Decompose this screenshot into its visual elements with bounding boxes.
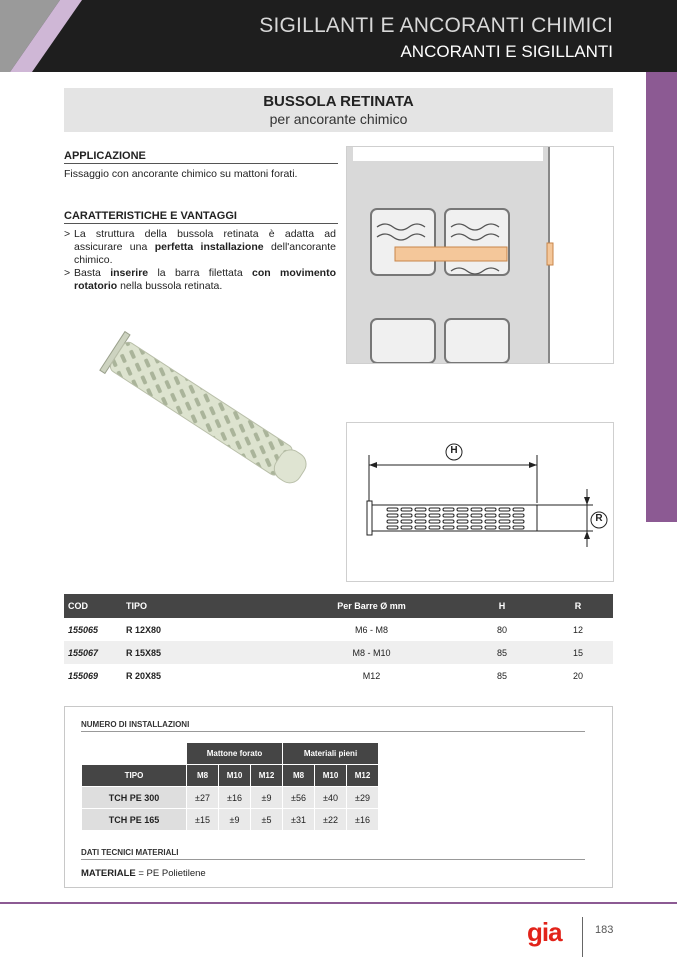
cell-value: ±29: [347, 787, 379, 809]
brick-section-drawing: [347, 147, 613, 363]
cell-h: 85: [496, 670, 507, 681]
col-header-tipo: TIPO: [122, 594, 282, 618]
product-title-box: [64, 88, 613, 132]
table-row: [82, 787, 379, 809]
page-header: [0, 0, 677, 72]
empty-cell: [82, 743, 187, 765]
installations-heading: NUMERO DI INSTALLAZIONI: [81, 720, 585, 732]
feature-text-part: Basta: [74, 267, 111, 279]
dimension-h-label: H: [450, 445, 458, 456]
cell-cod: 155069: [68, 670, 99, 681]
group-mattone-forato: Mattone forato: [187, 743, 283, 765]
col-header-m8: M8: [187, 765, 219, 787]
col-header-m10: M10: [315, 765, 347, 787]
cell-tipo: R 20X85: [126, 670, 162, 681]
product-subtitle: per ancorante chimico: [269, 111, 408, 127]
feature-text: [74, 267, 336, 293]
dimension-drawing: [346, 422, 614, 582]
feature-item: [64, 267, 336, 293]
feature-text: [74, 228, 336, 267]
material-value: = PE Polietilene: [135, 868, 206, 879]
cell-r: 12: [572, 624, 583, 635]
feature-text-part: La struttura della bussola retinata è adatta ad assicurare una: [74, 228, 336, 253]
installations-box: [64, 706, 613, 888]
feature-text-bold: inserire: [110, 267, 149, 279]
caratteristiche-heading: CARATTERISTICHE E VANTAGGI: [64, 210, 338, 224]
cell-value: ±5: [251, 809, 283, 831]
cell-value: ±9: [251, 787, 283, 809]
cell-value: ±40: [315, 787, 347, 809]
cell-value: ±31: [283, 809, 315, 831]
cell-h: 80: [496, 624, 507, 635]
cell-barre: M12: [362, 670, 381, 681]
cell-tipo: R 12X80: [126, 624, 162, 635]
cell-value: ±9: [219, 809, 251, 831]
table-row: [64, 664, 613, 687]
dati-tecnici-heading: DATI TECNICI MATERIALI: [81, 848, 585, 860]
cell-h: 85: [461, 641, 543, 664]
applicazione-heading: APPLICAZIONE: [64, 150, 338, 164]
cell-value: ±16: [219, 787, 251, 809]
feature-text-bold: perfetta installazione: [154, 241, 264, 253]
feature-text-part: dell'ancorante chimico.: [74, 241, 336, 266]
table-row: [64, 641, 613, 664]
col-header-m10: M10: [219, 765, 251, 787]
cell-cod: 155065: [68, 624, 99, 635]
feature-text-part: la barra filettata: [148, 267, 252, 279]
col-header-cod: COD: [64, 594, 122, 618]
feature-text-bold: con movimento rotatorio: [74, 267, 336, 292]
footer-separator: [582, 917, 583, 957]
cell-value: ±22: [315, 809, 347, 831]
cell-value: ±56: [283, 787, 315, 809]
cell-value: ±15: [187, 809, 219, 831]
col-header-h: H: [461, 594, 543, 618]
page-number: 183: [595, 924, 614, 936]
caratteristiche-list: [64, 228, 336, 293]
installation-diagram: [346, 146, 614, 364]
bullet-marker: >: [64, 228, 71, 240]
installations-table: [81, 742, 379, 831]
dimension-drawing-lines: [347, 423, 613, 581]
table-row: [82, 809, 379, 831]
cell-barre: M8 - M10: [282, 641, 461, 664]
col-header-barre: Per Barre Ø mm: [282, 594, 461, 618]
section-subtitle: ANCORANTI E SIGILLANTI: [400, 42, 613, 61]
cell-cod: 155067: [64, 641, 122, 664]
table-row: [64, 618, 613, 641]
col-header-r: R: [543, 594, 613, 618]
cell-tipo: R 15X85: [122, 641, 282, 664]
footer-divider: [0, 902, 677, 904]
product-photo: [78, 318, 340, 508]
product-name: BUSSOLA RETINATA: [263, 93, 414, 110]
brand-logo: gia: [527, 917, 562, 947]
chapter-side-tab: [646, 72, 677, 522]
cell-barre: M6 - M8: [354, 624, 388, 635]
cell-value: ±16: [347, 809, 379, 831]
feature-item: [64, 228, 336, 267]
bullet-marker: >: [64, 267, 71, 279]
cell-value: ±27: [187, 787, 219, 809]
material-label: MATERIALE: [81, 868, 136, 879]
column-header-row: [82, 765, 379, 787]
row-tipo: TCH PE 300: [82, 787, 187, 809]
col-header-m12: M12: [347, 765, 379, 787]
product-table: [64, 594, 613, 687]
dimension-r-label: R: [595, 513, 603, 524]
applicazione-text: Fissaggio con ancorante chimico su mattoni forati.: [64, 168, 298, 180]
feature-text-part: nella bussola retinata.: [117, 280, 223, 292]
cell-r: 15: [543, 641, 613, 664]
col-header-tipo: TIPO: [82, 765, 187, 787]
table-header-row: [64, 594, 613, 618]
group-materiali-pieni: Materiali pieni: [283, 743, 379, 765]
group-header-row: [82, 743, 379, 765]
row-tipo: TCH PE 165: [82, 809, 187, 831]
material-line: [81, 868, 206, 879]
col-header-m12: M12: [251, 765, 283, 787]
cell-r: 20: [572, 670, 583, 681]
col-header-m8: M8: [283, 765, 315, 787]
section-title: SIGILLANTI E ANCORANTI CHIMICI: [259, 14, 613, 37]
